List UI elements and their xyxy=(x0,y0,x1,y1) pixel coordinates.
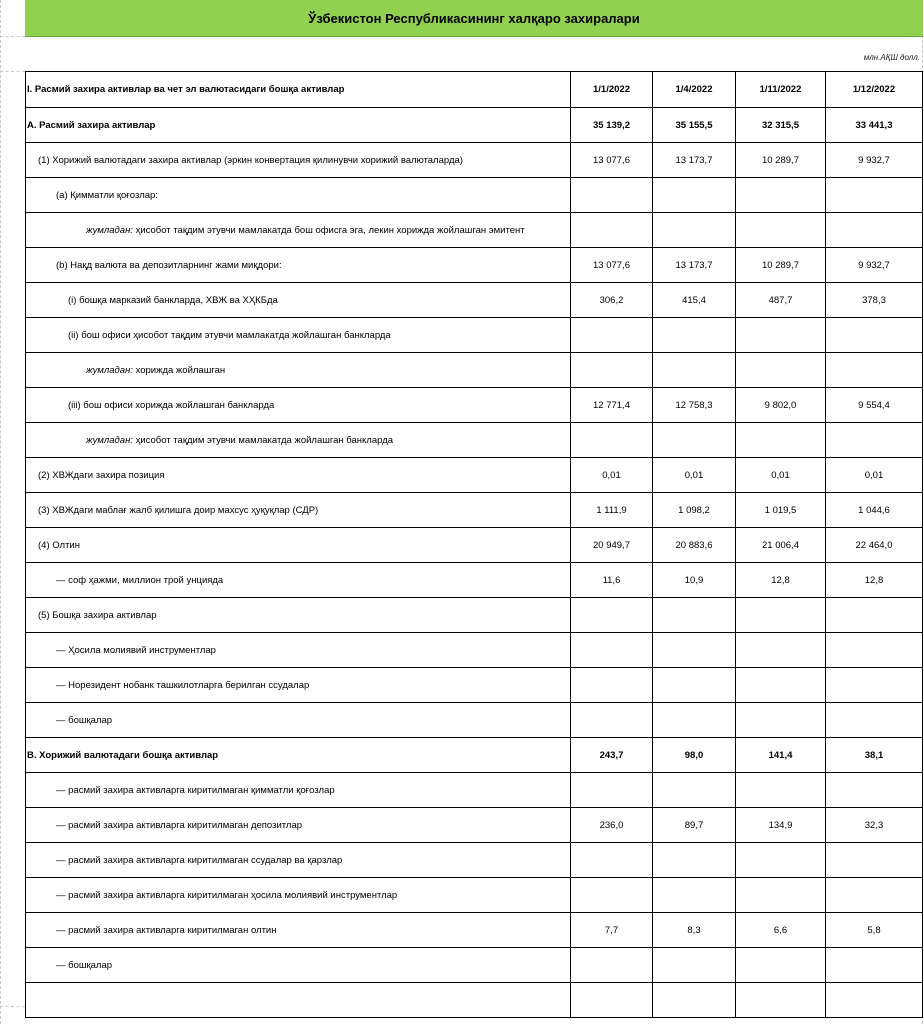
cell-value xyxy=(571,598,653,633)
table-row xyxy=(26,143,923,178)
row-label: (5) Бошқа захира активлар xyxy=(26,598,571,633)
cell-value xyxy=(736,843,826,878)
row-label: (3) ХВЖдаги маблағ жалб қилишга доир махсус ҳуқуқлар (СДР) xyxy=(26,493,571,528)
cell-value xyxy=(736,668,826,703)
cell-value xyxy=(826,703,923,738)
table-row xyxy=(26,283,923,318)
table-row xyxy=(26,948,923,983)
row-label: (ii) бош офиси ҳисобот тақдим этувчи мамлакатда жойлашган банкларда xyxy=(26,318,571,353)
cell-value: 415,4 xyxy=(653,283,736,318)
row-label: (i) бошқа марказий банкларда, ХВЖ ва ХҲКБда xyxy=(26,283,571,318)
row-label: — бошқалар xyxy=(26,948,571,983)
cell-value xyxy=(653,633,736,668)
cell-value: 10 289,7 xyxy=(736,248,826,283)
cell-value xyxy=(736,178,826,213)
table-row xyxy=(26,773,923,808)
row-label: — соф ҳажми, миллион трой унцияда xyxy=(26,563,571,598)
cell-value: 20 883,6 xyxy=(653,528,736,563)
unit-label: млн.АҚШ долл. xyxy=(863,53,920,62)
row-label: хорижда жойлашган xyxy=(132,364,226,376)
table-row xyxy=(26,528,923,563)
table-row xyxy=(26,843,923,878)
cell-value: 9 554,4 xyxy=(826,388,923,423)
cell-value: 141,4 xyxy=(736,738,826,773)
row-label: (2) ХВЖдаги захира позиция xyxy=(26,458,571,493)
empty-cell xyxy=(826,983,923,1018)
row-label: (1) Хорижий валютадаги захира активлар (эркин конвертация қилинувчи хорижий валюталарда) xyxy=(26,143,571,178)
grid-line xyxy=(0,1006,25,1007)
cell-value xyxy=(653,423,736,458)
table-row xyxy=(26,913,923,948)
row-label: (iii) бош офиси хорижда жойлашган банкларда xyxy=(26,388,571,423)
cell-value: 12,8 xyxy=(826,563,923,598)
cell-value xyxy=(653,668,736,703)
cell-value: 35 139,2 xyxy=(571,108,653,143)
cell-value: 10,9 xyxy=(653,563,736,598)
cell-value: 11,6 xyxy=(571,563,653,598)
table-row xyxy=(26,213,923,248)
cell-value: 35 155,5 xyxy=(653,108,736,143)
cell-value xyxy=(571,948,653,983)
header-date: 1/12/2022 xyxy=(826,72,923,108)
table-row xyxy=(26,668,923,703)
cell-value xyxy=(736,703,826,738)
cell-value xyxy=(826,178,923,213)
cell-value xyxy=(826,843,923,878)
cell-value xyxy=(826,353,923,388)
cell-value: 1 044,6 xyxy=(826,493,923,528)
cell-value xyxy=(571,318,653,353)
table-row xyxy=(26,423,923,458)
table-row xyxy=(26,248,923,283)
header-date: 1/1/2022 xyxy=(571,72,653,108)
cell-value: 9 932,7 xyxy=(826,248,923,283)
cell-value xyxy=(571,178,653,213)
row-label-cell xyxy=(26,423,571,458)
cell-value xyxy=(826,878,923,913)
cell-value xyxy=(653,703,736,738)
cell-value: 243,7 xyxy=(571,738,653,773)
cell-value xyxy=(736,633,826,668)
grid-line xyxy=(0,36,25,37)
row-label: ҳисобот тақдим этувчи мамлакатда жойлашган банкларда xyxy=(132,434,394,446)
cell-value: 487,7 xyxy=(736,283,826,318)
cell-value: 12 758,3 xyxy=(653,388,736,423)
cell-value xyxy=(653,843,736,878)
row-label: ҳисобот тақдим этувчи мамлакатда бош офисга эга, лекин хорижда жойлашган эмитент xyxy=(132,224,525,236)
cell-value xyxy=(826,773,923,808)
row-label: — расмий захира активларга киритилмаган ссудалар ва қарзлар xyxy=(26,843,571,878)
empty-row xyxy=(26,983,923,1018)
row-label: — Норезидент нобанк ташкилотларга берилган ссудалар xyxy=(26,668,571,703)
cell-value xyxy=(571,353,653,388)
row-label: — расмий захира активларга киритилмаган ҳосила молиявий инструментлар xyxy=(26,878,571,913)
empty-cell xyxy=(571,983,653,1018)
row-label: В. Хорижий валютадаги бошқа активлар xyxy=(26,738,571,773)
cell-value xyxy=(571,773,653,808)
cell-value xyxy=(736,948,826,983)
cell-value: 1 098,2 xyxy=(653,493,736,528)
cell-value: 33 441,3 xyxy=(826,108,923,143)
row-label: — Ҳосила молиявий инструментлар xyxy=(26,633,571,668)
cell-value: 13 077,6 xyxy=(571,143,653,178)
cell-value: 13 077,6 xyxy=(571,248,653,283)
cell-value: 1 019,5 xyxy=(736,493,826,528)
cell-value xyxy=(736,878,826,913)
cell-value xyxy=(736,598,826,633)
row-label: — расмий захира активларга киритилмаган депозитлар xyxy=(26,808,571,843)
table-row xyxy=(26,493,923,528)
table-row xyxy=(26,353,923,388)
table-row xyxy=(26,633,923,668)
cell-value xyxy=(826,948,923,983)
cell-value: 8,3 xyxy=(653,913,736,948)
reserves-table xyxy=(25,71,923,1018)
cell-value xyxy=(653,948,736,983)
cell-value: 12 771,4 xyxy=(571,388,653,423)
cell-value: 7,7 xyxy=(571,913,653,948)
cell-value: 1 111,9 xyxy=(571,493,653,528)
header-row xyxy=(26,72,923,108)
cell-value: 13 173,7 xyxy=(653,143,736,178)
table-row xyxy=(26,563,923,598)
cell-value xyxy=(736,773,826,808)
cell-value: 0,01 xyxy=(653,458,736,493)
cell-value: 13 173,7 xyxy=(653,248,736,283)
cell-value: 0,01 xyxy=(826,458,923,493)
cell-value xyxy=(571,878,653,913)
cell-value xyxy=(826,318,923,353)
cell-value: 306,2 xyxy=(571,283,653,318)
header-date: 1/4/2022 xyxy=(653,72,736,108)
cell-value: 0,01 xyxy=(571,458,653,493)
row-label: — расмий захира активларга киритилмаган олтин xyxy=(26,913,571,948)
cell-value: 236,0 xyxy=(571,808,653,843)
cell-value xyxy=(736,423,826,458)
row-label: (4) Олтин xyxy=(26,528,571,563)
header-label: I. Расмий захира активлар ва чет эл валютасидаги бошқа активлар xyxy=(26,72,571,108)
cell-value xyxy=(826,213,923,248)
cell-value xyxy=(826,423,923,458)
row-label: — расмий захира активларга киритилмаган қимматли қоғозлар xyxy=(26,773,571,808)
cell-value: 12,8 xyxy=(736,563,826,598)
row-label-cell xyxy=(26,353,571,388)
cell-value: 89,7 xyxy=(653,808,736,843)
cell-value xyxy=(653,598,736,633)
row-label-cell xyxy=(26,213,571,248)
cell-value: 5,8 xyxy=(826,913,923,948)
cell-value: 21 006,4 xyxy=(736,528,826,563)
table-row xyxy=(26,703,923,738)
cell-value xyxy=(571,843,653,878)
cell-value xyxy=(826,598,923,633)
cell-value xyxy=(571,213,653,248)
table-row xyxy=(26,178,923,213)
cell-value: 32,3 xyxy=(826,808,923,843)
row-label: (b) Нақд валюта ва депозитларнинг жами миқдори: xyxy=(26,248,571,283)
cell-value xyxy=(653,318,736,353)
cell-value xyxy=(653,353,736,388)
grid-line xyxy=(0,0,1,1024)
table-row xyxy=(26,318,923,353)
cell-value: 9 802,0 xyxy=(736,388,826,423)
cell-value xyxy=(653,773,736,808)
row-label: — бошқалар xyxy=(26,703,571,738)
cell-value xyxy=(736,213,826,248)
cell-value xyxy=(736,318,826,353)
table-row xyxy=(26,878,923,913)
cell-value: 22 464,0 xyxy=(826,528,923,563)
cell-value xyxy=(571,703,653,738)
row-label: А. Расмий захира активлар xyxy=(26,108,571,143)
empty-cell xyxy=(653,983,736,1018)
cell-value: 10 289,7 xyxy=(736,143,826,178)
table-row xyxy=(26,388,923,423)
grid-line xyxy=(0,71,25,72)
cell-value: 9 932,7 xyxy=(826,143,923,178)
cell-value xyxy=(653,213,736,248)
cell-value xyxy=(653,878,736,913)
cell-value: 134,9 xyxy=(736,808,826,843)
empty-cell xyxy=(26,983,571,1018)
table-row xyxy=(26,598,923,633)
cell-value: 6,6 xyxy=(736,913,826,948)
cell-value xyxy=(653,178,736,213)
empty-cell xyxy=(736,983,826,1018)
cell-value: 38,1 xyxy=(826,738,923,773)
cell-value xyxy=(571,423,653,458)
row-label-prefix: жумладан: xyxy=(86,224,133,236)
table-row xyxy=(26,738,923,773)
cell-value: 20 949,7 xyxy=(571,528,653,563)
cell-value: 98,0 xyxy=(653,738,736,773)
cell-value xyxy=(826,633,923,668)
cell-value: 0,01 xyxy=(736,458,826,493)
row-label: (а) Қимматли қоғозлар: xyxy=(26,178,571,213)
table-row xyxy=(26,458,923,493)
cell-value: 32 315,5 xyxy=(736,108,826,143)
cell-value: 378,3 xyxy=(826,283,923,318)
table-row xyxy=(26,808,923,843)
cell-value xyxy=(571,633,653,668)
cell-value xyxy=(571,668,653,703)
row-label-prefix: жумладан: xyxy=(86,364,133,376)
table-title: Ўзбекистон Республикасининг халқаро захиралари xyxy=(25,0,923,37)
row-label-prefix: жумладан: xyxy=(86,434,133,446)
table-row xyxy=(26,108,923,143)
cell-value xyxy=(826,668,923,703)
header-date: 1/11/2022 xyxy=(736,72,826,108)
cell-value xyxy=(736,353,826,388)
